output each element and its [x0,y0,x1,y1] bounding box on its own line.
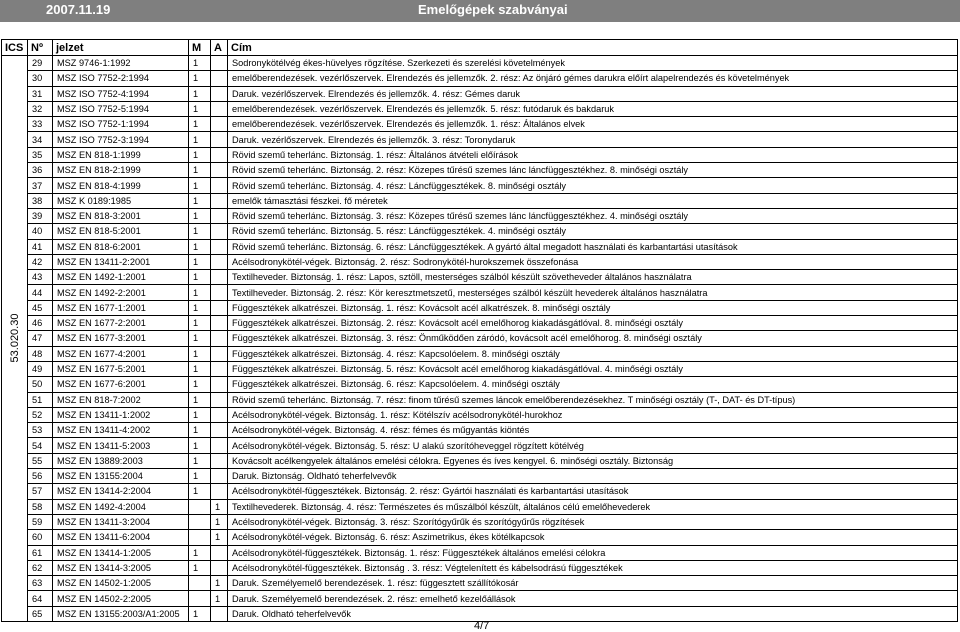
row-number: 45 [28,300,53,315]
row-number: 55 [28,453,53,468]
row-code: MSZ EN 818-2:1999 [53,163,189,178]
table-row [2,239,958,254]
row-code: MSZ EN 818-6:2001 [53,239,189,254]
row-code: MSZ EN 13411-3:2004 [53,514,189,529]
row-number: 32 [28,101,53,116]
row-a [211,316,228,331]
page-number: 4/7 [474,620,490,632]
row-a [211,270,228,285]
row-title: Daruk. Oldható teherfelvevők [228,606,958,621]
table-row [2,178,958,193]
row-a [211,101,228,116]
row-title: Függesztékek alkatrészei. Biztonság. 5. rész: Kovácsolt acél emelőhorog kiakadásgátlóval. 4. minőségi osztály [228,361,958,376]
row-a [211,469,228,484]
row-a [211,86,228,101]
row-m: 1 [189,285,211,300]
row-number: 52 [28,407,53,422]
row-a [211,346,228,361]
row-a [211,438,228,453]
table-row [2,514,958,529]
row-m [189,576,211,591]
row-a: 1 [211,591,228,606]
row-number: 40 [28,224,53,239]
row-number: 37 [28,178,53,193]
row-number: 33 [28,117,53,132]
row-m: 1 [189,254,211,269]
row-number: 29 [28,56,53,71]
row-a [211,147,228,162]
row-number: 38 [28,193,53,208]
row-code: MSZ EN 14502-1:2005 [53,576,189,591]
row-title: Rövid szemű teherlánc. Biztonság. 3. rész: Közepes tűrésű szemes lánc láncfüggesztékhez. 4. minőségi osztály [228,208,958,223]
row-code: MSZ ISO 7752-3:1994 [53,132,189,147]
row-title: Acélsodronykötél-függesztékek. Biztonság. 2. rész: Gyártói használati és karbantartási utasítások [228,484,958,499]
row-number: 43 [28,270,53,285]
row-title: Függesztékek alkatrészei. Biztonság. 3. rész: Önműködően záródó, kovácsolt acél emelőhorog. 8. minőségi osztály [228,331,958,346]
row-code: MSZ K 0189:1985 [53,193,189,208]
row-m [189,530,211,545]
row-number: 64 [28,591,53,606]
row-title: emelők támasztási fészkei. fő méretek [228,193,958,208]
row-number: 39 [28,208,53,223]
header-date: 2007.11.19 [46,2,111,17]
row-code: MSZ EN 13411-2:2001 [53,254,189,269]
row-m [189,591,211,606]
row-number: 31 [28,86,53,101]
row-a [211,392,228,407]
table-row [2,469,958,484]
table-row [2,300,958,315]
row-number: 62 [28,560,53,575]
row-number: 49 [28,361,53,376]
row-number: 41 [28,239,53,254]
row-number: 56 [28,469,53,484]
row-title: Függesztékek alkatrészei. Biztonság. 1. rész: Kovácsolt acél alkatrészek. 8. minőségi osztály [228,300,958,315]
row-code: MSZ 9746-1:1992 [53,56,189,71]
row-title: Rövid szemű teherlánc. Biztonság. 4. rész: Láncfüggesztékek. 8. minőségi osztály [228,178,958,193]
row-code: MSZ ISO 7752-4:1994 [53,86,189,101]
row-title: Daruk. vezérlőszervek. Elrendezés és jellemzők. 3. rész: Toronydaruk [228,132,958,147]
row-number: 34 [28,132,53,147]
row-title: Függesztékek alkatrészei. Biztonság. 2. rész: Kovácsolt acél emelőhorog kiakadásgátlóval. 8. minőségi osztály [228,316,958,331]
row-a: 1 [211,499,228,514]
row-title: Acélsodronykötél-végek. Biztonság. 5. rész: U alakú szorítóheveggel rögzített kötélvég [228,438,958,453]
row-m: 1 [189,208,211,223]
row-a [211,423,228,438]
row-number: 61 [28,545,53,560]
table-row [2,163,958,178]
row-number: 30 [28,71,53,86]
row-code: MSZ EN 1677-4:2001 [53,346,189,361]
table-row [2,117,958,132]
table-row [2,423,958,438]
row-a: 1 [211,530,228,545]
row-m: 1 [189,86,211,101]
row-code: MSZ ISO 7752-2:1994 [53,71,189,86]
row-a [211,56,228,71]
row-a [211,453,228,468]
row-m: 1 [189,316,211,331]
row-title: Textilhevederek. Biztonság. 4. rész: Természetes és műszálból készült, általános célú emelőhevederek [228,499,958,514]
ics-cell [2,56,28,622]
table-row [2,361,958,376]
row-code: MSZ EN 818-7:2002 [53,392,189,407]
column-header-title: Cím [228,40,958,56]
row-title: Daruk. Személyemelő berendezések. 2. rész: emelhető kezelőállások [228,591,958,606]
row-title: Kovácsolt acélkengyelek általános emelési célokra. Egyenes és íves kengyel. 6. minőségi osztály. Biztonság [228,453,958,468]
row-number: 53 [28,423,53,438]
row-code: MSZ EN 13155:2004 [53,469,189,484]
row-code: MSZ EN 14502-2:2005 [53,591,189,606]
row-title: Textilheveder. Biztonság. 2. rész: Kör keresztmetszetű, mesterséges szálból készült hevederek általános használatra [228,285,958,300]
row-code: MSZ EN 1677-3:2001 [53,331,189,346]
row-a [211,163,228,178]
row-a [211,117,228,132]
row-number: 60 [28,530,53,545]
row-number: 54 [28,438,53,453]
row-title: Acélsodronykötél-végek. Biztonság. 3. rész: Szorítógyűrűk és szorítógyűrűs rögzítések [228,514,958,529]
row-code: MSZ EN 1492-4:2004 [53,499,189,514]
row-code: MSZ EN 13155:2003/A1:2005 [53,606,189,621]
table-row [2,453,958,468]
table-row [2,560,958,575]
row-number: 47 [28,331,53,346]
row-m: 1 [189,423,211,438]
row-title: emelőberendezések. vezérlőszervek. Elrendezés és jellemzők. 2. rész: Az önjáró gémes darukra előírt alapelrendezés és követelmények [228,71,958,86]
row-m: 1 [189,407,211,422]
row-code: MSZ EN 1492-2:2001 [53,285,189,300]
table-row [2,147,958,162]
row-a [211,132,228,147]
row-m: 1 [189,147,211,162]
row-a [211,239,228,254]
row-m: 1 [189,71,211,86]
row-a [211,361,228,376]
column-header-ics: ICS [2,40,28,56]
table-row [2,208,958,223]
row-title: Függesztékek alkatrészei. Biztonság. 4. rész: Kapcsolóelem. 8. minőségi osztály [228,346,958,361]
row-m: 1 [189,453,211,468]
row-m: 1 [189,178,211,193]
row-code: MSZ EN 818-5:2001 [53,224,189,239]
row-code: MSZ EN 13414-3:2005 [53,560,189,575]
row-title: Rövid szemű teherlánc. Biztonság. 2. rész: Közepes tűrésű szemes lánc láncfüggesztékhez. 8. minőségi osztály [228,163,958,178]
table-row [2,346,958,361]
table-row [2,377,958,392]
row-title: Rövid szemű teherlánc. Biztonság. 7. rész: finom tűrésű szemes láncok emelőberendezésekhez. T minőségi osztály (T-, DAT- és DT-típus) [228,392,958,407]
row-number: 44 [28,285,53,300]
ics-code: 53.020.30 [8,314,21,363]
row-m: 1 [189,484,211,499]
table-header-row [2,40,958,56]
row-m: 1 [189,392,211,407]
row-code: MSZ EN 13411-5:2003 [53,438,189,453]
row-code: MSZ EN 1677-2:2001 [53,316,189,331]
row-title: Acélsodronykötél-végek. Biztonság. 2. rész: Sodronykötél-hurokszemek összefonása [228,254,958,269]
row-a [211,178,228,193]
table-row [2,101,958,116]
table-row [2,530,958,545]
row-m: 1 [189,361,211,376]
row-a [211,331,228,346]
row-title: Acélsodronykötél-végek. Biztonság. 6. rész: Aszimetrikus, ékes kötélkapcsok [228,530,958,545]
row-a [211,300,228,315]
row-code: MSZ EN 818-4:1999 [53,178,189,193]
row-a [211,484,228,499]
row-title: Rövid szemű teherlánc. Biztonság. 1. rész: Általános átvételi előírások [228,147,958,162]
row-a [211,545,228,560]
table-row [2,86,958,101]
row-code: MSZ EN 1677-6:2001 [53,377,189,392]
row-title: Sodronykötélvég ékes-hüvelyes rögzítése. Szerkezeti és szerelési követelmények [228,56,958,71]
row-number: 50 [28,377,53,392]
row-m: 1 [189,438,211,453]
row-a [211,285,228,300]
row-m: 1 [189,239,211,254]
row-title: Függesztékek alkatrészei. Biztonság. 6. rész: Kapcsolóelem. 4. minőségi osztály [228,377,958,392]
table-row [2,56,958,71]
column-header-code: jelzet [53,40,189,56]
table-row [2,438,958,453]
row-code: MSZ EN 13411-6:2004 [53,530,189,545]
row-code: MSZ EN 13414-2:2004 [53,484,189,499]
row-m: 1 [189,469,211,484]
row-title: Daruk. Biztonság. Oldható teherfelvevők [228,469,958,484]
row-title: Daruk. Személyemelő berendezések. 1. rész: függesztett szállítókosár [228,576,958,591]
row-a [211,377,228,392]
standards-table [1,39,958,622]
row-title: Daruk. vezérlőszervek. Elrendezés és jellemzők. 4. rész: Gémes daruk [228,86,958,101]
row-m: 1 [189,117,211,132]
row-m: 1 [189,331,211,346]
row-m: 1 [189,163,211,178]
row-number: 58 [28,499,53,514]
row-a [211,254,228,269]
row-m: 1 [189,101,211,116]
table-row [2,484,958,499]
row-title: Textilheveder. Biztonság. 1. rész: Lapos, sztöll, mesterséges szálból készült szövetheveder általános használatra [228,270,958,285]
row-a [211,407,228,422]
row-m [189,514,211,529]
row-title: Acélsodronykötél-végek. Biztonság. 4. rész: fémes és műgyantás kiöntés [228,423,958,438]
row-m: 1 [189,224,211,239]
row-a: 1 [211,576,228,591]
table-row [2,591,958,606]
row-code: MSZ EN 818-3:2001 [53,208,189,223]
table-row [2,499,958,514]
row-m: 1 [189,606,211,621]
table-row [2,270,958,285]
row-code: MSZ EN 1677-1:2001 [53,300,189,315]
row-m: 1 [189,193,211,208]
header-bar [0,0,960,22]
row-code: MSZ ISO 7752-5:1994 [53,101,189,116]
table-row [2,132,958,147]
row-m [189,499,211,514]
row-title: Acélsodronykötél-végek. Biztonság. 1. rész: Kötélszív acélsodronykötél-hurokhoz [228,407,958,422]
row-title: Rövid szemű teherlánc. Biztonság. 5. rész: Láncfüggesztékek. 4. minőségi osztály [228,224,958,239]
row-number: 46 [28,316,53,331]
table-row [2,545,958,560]
row-m: 1 [189,346,211,361]
table-row [2,193,958,208]
row-a [211,71,228,86]
row-code: MSZ EN 13411-4:2002 [53,423,189,438]
table-row [2,331,958,346]
row-number: 63 [28,576,53,591]
table-body [2,56,958,622]
row-number: 59 [28,514,53,529]
row-number: 35 [28,147,53,162]
table-row [2,407,958,422]
row-title: emelőberendezések. vezérlőszervek. Elrendezés és jellemzők. 5. rész: futódaruk és bakdaruk [228,101,958,116]
table-row [2,224,958,239]
row-m: 1 [189,545,211,560]
column-header-number: Nº [28,40,53,56]
row-code: MSZ EN 13411-1:2002 [53,407,189,422]
row-m: 1 [189,560,211,575]
row-number: 57 [28,484,53,499]
table-row [2,285,958,300]
row-code: MSZ ISO 7752-1:1994 [53,117,189,132]
row-m: 1 [189,270,211,285]
row-code: MSZ EN 818-1:1999 [53,147,189,162]
row-code: MSZ EN 13889:2003 [53,453,189,468]
row-a [211,208,228,223]
row-m: 1 [189,132,211,147]
row-m: 1 [189,56,211,71]
row-m: 1 [189,300,211,315]
row-code: MSZ EN 1677-5:2001 [53,361,189,376]
row-number: 51 [28,392,53,407]
column-header-m: M [189,40,211,56]
row-number: 48 [28,346,53,361]
row-a: 1 [211,514,228,529]
row-title: Acélsodronykötél-függesztékek. Biztonság. 1. rész: Függesztékek általános emelési célokra [228,545,958,560]
table-row [2,71,958,86]
row-number: 65 [28,606,53,621]
row-number: 36 [28,163,53,178]
row-title: emelőberendezések. vezérlőszervek. Elrendezés és jellemzők. 1. rész: Általános elvek [228,117,958,132]
row-title: Acélsodronykötél-függesztékek. Biztonság . 3. rész: Végtelenített és kábelsodrású függesztékek [228,560,958,575]
row-code: MSZ EN 1492-1:2001 [53,270,189,285]
row-m: 1 [189,377,211,392]
table-row [2,254,958,269]
row-code: MSZ EN 13414-1:2005 [53,545,189,560]
row-a [211,193,228,208]
table-row [2,576,958,591]
row-a [211,224,228,239]
header-title: Emelőgépek szabványai [418,2,568,17]
row-number: 42 [28,254,53,269]
column-header-a: A [211,40,228,56]
table-row [2,316,958,331]
row-a [211,606,228,621]
row-title: Rövid szemű teherlánc. Biztonság. 6. rész: Láncfüggesztékek. A gyártó által megadott használati és karbantartási utasítások [228,239,958,254]
table-row [2,392,958,407]
row-a [211,560,228,575]
